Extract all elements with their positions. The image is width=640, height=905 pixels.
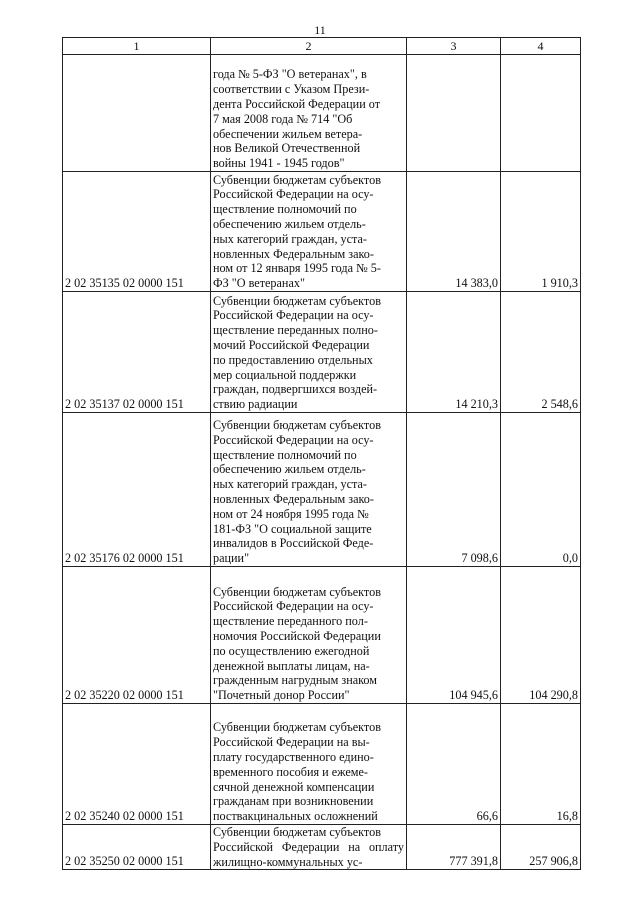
row-code: 2 02 35176 02 0000 151	[63, 413, 211, 567]
row-value-col3: 104 945,6	[407, 567, 501, 704]
row-description	[211, 825, 407, 870]
description-line: гражданам при возникновении	[213, 794, 374, 809]
description-line: рации"	[213, 551, 250, 566]
description-line: ществление полномочий по	[213, 202, 357, 217]
description-line: инвалидов в Российской Феде-	[213, 536, 374, 551]
description-line: обеспечению жильем отдель-	[213, 217, 366, 232]
row-value-col4: 1 910,3	[501, 172, 581, 292]
table-row	[63, 172, 581, 292]
description-line: ных категорий граждан, уста-	[213, 477, 367, 492]
description-line: мочий Российской Федерации	[213, 338, 370, 353]
table-row	[63, 567, 581, 704]
description-line: Российской Федерации на осу-	[213, 599, 374, 614]
header-col-3: 3	[407, 38, 501, 55]
row-code: 2 02 35137 02 0000 151	[63, 292, 211, 413]
row-value-col3: 14 383,0	[407, 172, 501, 292]
description-line: 181-ФЗ "О социальной защите	[213, 521, 372, 536]
description-line: временного пособия и ежеме-	[213, 764, 368, 779]
description-line: Субвенции бюджетам субъектов	[213, 720, 381, 735]
description-line: ных категорий граждан, уста-	[213, 231, 367, 246]
description-line: соответствии с Указом Прези-	[213, 82, 370, 97]
description-line: ном от 12 января 1995 года № 5-	[213, 261, 381, 276]
row-value-col3: 777 391,8	[407, 825, 501, 870]
description-line: новленных Федеральным зако-	[213, 492, 374, 507]
table-row	[63, 55, 581, 172]
table-body	[63, 38, 581, 870]
description-line: Субвенции бюджетам субъектов	[213, 584, 381, 599]
row-value-col4: 0,0	[501, 413, 581, 567]
description-line: сячной денежной компенсации	[213, 779, 375, 794]
description-line: Российской Федерации на оплату жилищно-коммунальных ус-	[213, 839, 404, 869]
description-line: граждан, подвергшихся воздей-	[213, 382, 378, 397]
table-row	[63, 704, 581, 825]
description-line: Субвенции бюджетам субъектов	[213, 172, 381, 187]
header-col-4: 4	[501, 38, 581, 55]
row-value-col4: 2 548,6	[501, 292, 581, 413]
description-line: ФЗ "О ветеранах"	[213, 276, 305, 291]
description-line: новленных Федеральным зако-	[213, 246, 374, 261]
description-line: денежной выплаты лицам, на-	[213, 658, 370, 673]
description-line: Субвенции бюджетам субъектов	[213, 418, 381, 433]
header-col-2: 2	[211, 38, 407, 55]
row-value-col3	[407, 55, 501, 172]
description-line: обеспечении жильем ветера-	[213, 126, 363, 141]
budget-table	[62, 37, 581, 870]
description-line: гражденным нагрудным знаком	[213, 673, 378, 688]
description-line: Российской Федерации на вы-	[213, 735, 370, 750]
header-col-1: 1	[63, 38, 211, 55]
row-description	[211, 292, 407, 413]
description-line: ществление полномочий по	[213, 447, 357, 462]
row-description	[211, 172, 407, 292]
row-value-col3: 66,6	[407, 704, 501, 825]
description-line: мер социальной поддержки	[213, 367, 357, 382]
table-row	[63, 292, 581, 413]
description-line: по предоставлению отдельных	[213, 352, 373, 367]
description-line: ном от 24 ноября 1995 года №	[213, 506, 369, 521]
description-line: войны 1941 - 1945 годов"	[213, 156, 345, 171]
row-description	[211, 567, 407, 704]
row-code: 2 02 35250 02 0000 151	[63, 825, 211, 870]
row-value-col4: 16,8	[501, 704, 581, 825]
row-description	[211, 55, 407, 172]
row-value-col4: 257 906,8	[501, 825, 581, 870]
description-line: Российской Федерации на осу-	[213, 432, 374, 447]
row-code: 2 02 35135 02 0000 151	[63, 172, 211, 292]
row-value-col4	[501, 55, 581, 172]
table-header-row	[63, 38, 581, 55]
description-line: поствакцинальных осложнений	[213, 809, 378, 824]
description-line: нов Великой Отечественной	[213, 141, 361, 156]
row-value-col4: 104 290,8	[501, 567, 581, 704]
description-line: Субвенции бюджетам субъектов	[213, 293, 381, 308]
description-line: Российской Федерации на осу-	[213, 308, 374, 323]
description-line: дента Российской Федерации от	[213, 97, 381, 112]
row-code	[63, 55, 211, 172]
description-line: Российской Федерации на осу-	[213, 187, 374, 202]
row-code: 2 02 35240 02 0000 151	[63, 704, 211, 825]
description-line: ществление переданных полно-	[213, 323, 378, 338]
table-row	[63, 413, 581, 567]
table-row	[63, 825, 581, 870]
description-line: ществление переданного пол-	[213, 614, 368, 629]
row-description	[211, 413, 407, 567]
description-line: по осуществлению ежегодной	[213, 643, 370, 658]
description-line: обеспечению жильем отдель-	[213, 462, 366, 477]
row-code: 2 02 35220 02 0000 151	[63, 567, 211, 704]
description-line: Субвенции бюджетам субъектов	[213, 825, 381, 839]
description-line: 7 мая 2008 года № 714 "Об	[213, 111, 353, 126]
description-line: "Почетный донор России"	[213, 688, 350, 703]
description-line: года № 5-ФЗ "О ветеранах", в	[213, 67, 367, 82]
description-line: ствию радиации	[213, 397, 298, 412]
row-description	[211, 704, 407, 825]
page-number: 11	[314, 23, 326, 37]
description-line: плату государственного едино-	[213, 750, 374, 765]
description-line: номочия Российской Федерации	[213, 629, 381, 644]
row-value-col3: 14 210,3	[407, 292, 501, 413]
row-value-col3: 7 098,6	[407, 413, 501, 567]
